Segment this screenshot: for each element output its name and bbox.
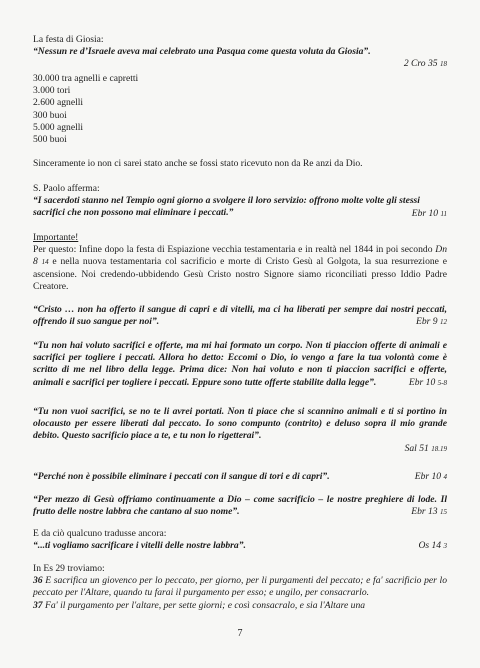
list-item: 5.000 agnelli	[33, 121, 84, 133]
ref-verse: 11	[440, 209, 447, 218]
quote-block-per-mezzo	[33, 494, 447, 519]
ref-book: Ebr 10	[411, 207, 439, 219]
heading-importante: Importante!	[33, 232, 79, 243]
paragraph-sinceramente: Sinceramente io non ci sarei stato anche se fossi stato ricevuto non da Re anzi da Dio.	[33, 158, 363, 169]
quote-tu-non-vuoi: “Tu non vuoi sacrifici, se no te li avrei portati. Non ti piace che si scannino animali e ti si portino in olocausto per essere liberati dal peccato. Io sono compunto (contrito) e deluso sopra il mio grande debito. Questo sacrificio piace a te, e tu non lo rigetterai”.	[33, 406, 447, 442]
ref-os-14-3	[408, 540, 447, 552]
ref-verse: 18	[440, 60, 447, 69]
list-item: 300 buoi	[33, 109, 67, 121]
paragraph-part: Per questo: Infine dopo la festa di Espiazione vecchia testamentaria e in realtà nel 1844 in poi secondo	[33, 244, 433, 256]
quote-tu-non-hai: “Tu non hai voluto sacrifici e offerte, ma mi hai formato un corpo. Non ti piaccion offerte di animali e sacrifici per togliere i peccati. Allora ho detto: Eccomi o Dio, io vengo a fare la tua volontà come è scritto di me nel libro della legge. Prima dice: Non hai voluto e non ti piaccion sacrifici e offerte, animali e sacrifici per togliere i peccati. Eppure sono tutte offerte stabilite dalla legge”.	[33, 340, 447, 388]
verse-text: Fa' il purgamento per l'altare, per sette giorni; e così consacralo, e sia l'Altare una	[45, 599, 366, 611]
ref-verse: 5-8	[437, 378, 447, 387]
heading-paolo: S. Paolo afferma:	[33, 183, 100, 194]
section-esodo	[33, 563, 447, 612]
quote-row-paolo	[33, 195, 447, 219]
quote-block-cristo	[33, 304, 447, 329]
section-importante	[33, 232, 447, 293]
ref-verse: 3	[443, 542, 447, 551]
intro-osea: E da ciò qualcuno tradusse ancora:	[33, 528, 167, 539]
verse-text: E sacrifica un giovenco per lo peccato, per giorno, per li purgamenti del peccato; e fa' sacrificio per lo peccato per l'Altare, quando tu farai il purgamento per esso; e ungilo, per consacrarlo.	[33, 575, 448, 599]
ref-ebr-10-4	[405, 471, 447, 483]
quote-block-tu-non-vuoi	[33, 406, 447, 455]
ref-book: Ebr 10	[408, 376, 436, 388]
quote-paolo: “I sacerdoti stanno nel Tempio ogni giorno a svolgere il loro servizio: offrono molte volte gli stessi sacrifici che non possono mai eliminare i peccati.”	[33, 195, 420, 219]
verse-36	[33, 575, 447, 599]
section-giosia	[33, 34, 447, 71]
list-item: 2.600 agnelli	[33, 97, 84, 109]
quote-giosia: “Nessun re d’Israele aveva mai celebrato una Pasqua come questa voluta da Giosia”.	[33, 46, 371, 58]
verse-number: 37	[33, 599, 43, 611]
quote-row-perche	[33, 471, 447, 483]
paragraph-importante	[33, 244, 447, 293]
intro-esodo: In Es 29 troviamo:	[33, 563, 105, 574]
offerings-list	[33, 73, 447, 146]
ref-verse: 12	[440, 318, 447, 327]
quote-osea: “...ti vogliamo sacrificare i vitelli delle nostre labbra”.	[33, 540, 246, 552]
ref-2cro	[33, 58, 447, 70]
paragraph-part: e nella nuova testamentaria col sacrificio e morte di Cristo Gesù al Golgota, la sua resurrezione e ascensione. Noi credendo-ubbidendo Gesù Cristo nostro Signore siamo riconciliati presso Iddio Padre Creatore.	[33, 256, 448, 292]
ref-sal-51	[33, 443, 447, 455]
quote-per-mezzo: “Per mezzo di Gesù offriamo continuamente a Dio – come sacrificio – le nostre preghiere di lode. Il frutto delle nostre labbra che cantano al suo nome”.	[33, 494, 447, 518]
ref-verse: 18.19	[431, 444, 447, 453]
page-number: 7	[237, 628, 243, 639]
quote-block-tu-non-hai	[33, 340, 447, 389]
ref-verse: 15	[440, 508, 447, 517]
inline-ref-verse: 14	[41, 258, 49, 267]
quote-row-osea	[33, 540, 447, 552]
list-item: 30.000 tra agnelli e capretti	[33, 73, 139, 84]
section-osea	[33, 528, 447, 552]
ref-book: Ebr 9	[416, 316, 438, 328]
section-paolo	[33, 183, 447, 220]
section-sinceramente	[33, 158, 447, 170]
verse-37	[33, 600, 447, 612]
ref-book: Os 14	[418, 540, 442, 552]
ref-book: Ebr 13	[411, 506, 438, 518]
ref-book: Sal 51	[404, 442, 429, 454]
list-item: 3.000 tori	[33, 85, 71, 97]
verse-number: 36	[33, 575, 43, 587]
ref-book: 2 Cro 35	[403, 58, 438, 70]
quote-block-perche	[33, 471, 447, 483]
inline-ref: Dn 8	[33, 244, 447, 268]
list-item: 500 buoi	[33, 134, 67, 146]
ref-verse: 4	[443, 473, 447, 481]
quote-cristo: “Cristo … non ha offerto il sangue di capri e di vitelli, ma ci ha liberati per sempre dai nostri peccati, offrendo il suo sangue per noi”.	[33, 304, 447, 328]
heading-giosia: La festa di Giosia:	[33, 34, 104, 45]
ref-book: Ebr 10	[414, 471, 442, 482]
quote-perche: “Perché non è possibile eliminare i peccati con il sangue di tori e di capri”.	[33, 471, 330, 482]
